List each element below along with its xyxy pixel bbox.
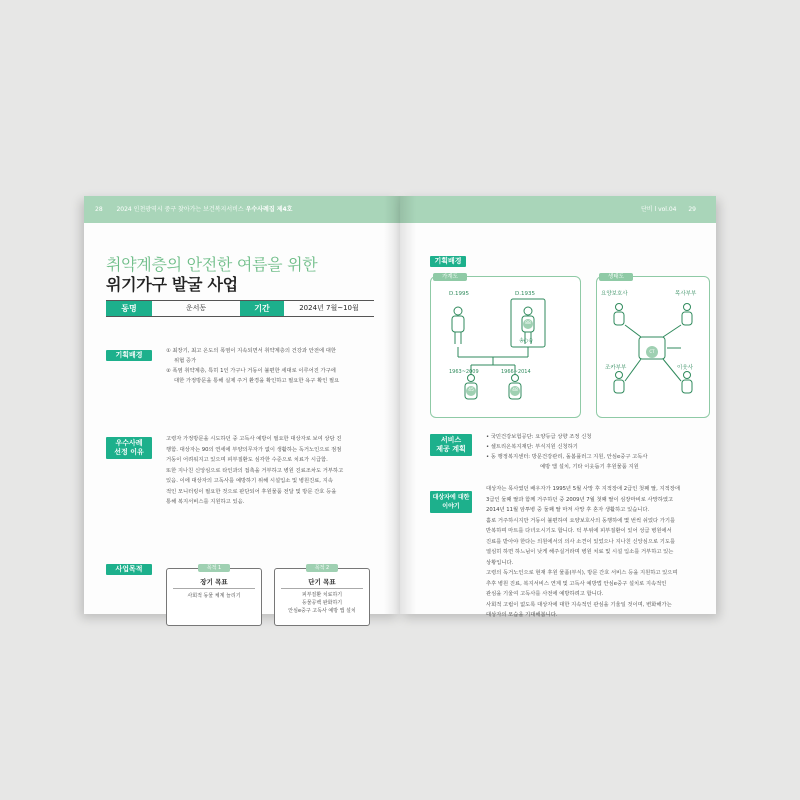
- family-tree-tab: 가계도: [433, 273, 467, 281]
- planning-background-list: [166, 346, 376, 386]
- planning-item-1-cont: 위협 증가: [174, 358, 197, 364]
- left-header-bar: [84, 196, 400, 223]
- ecomap-graphic: [597, 277, 709, 417]
- right-header-bar: [400, 196, 716, 223]
- story-line-3: 2014년 11월 암투병 중 둘째 딸 마저 사망 후 혼자 생활하고 있습니다.: [486, 507, 650, 513]
- ecomap-box: [596, 276, 710, 418]
- goal-1-line-1: 사회적 동물 체계 늘리기: [187, 593, 241, 599]
- selection-line-2: 행함. 대상자는 90의 연세에 부양의무자가 없이 생활하는 독거노인으로 점점: [166, 446, 342, 453]
- page-title-line2: 위기가구 발굴 사업: [106, 275, 238, 294]
- story-line-1: 대상자는 목사였던 배우자가 1995년 5월 사망 후 지적장애 2급인 첫째 딸, 지적장애: [486, 486, 680, 492]
- client-age: 88: [525, 321, 531, 326]
- service-item-1: • 국민건강보험공단: 요양등급 상향 조정 신청: [486, 434, 592, 440]
- selection-line-3: 거동이 어려워지고 있으며 피부질환도 심각한 수준으로 치료가 시급함.: [166, 457, 328, 463]
- page-title-line1: 취약계층의 안전한 여름을 위한: [106, 255, 318, 274]
- story-line-2: 3급인 둘째 딸과 함께 거주하던 중 2009년 7월 첫째 딸이 심장마비로 사망하였고: [486, 496, 674, 503]
- story-label: 대상자에 대한 이야기: [430, 491, 472, 513]
- left-page: [84, 196, 400, 614]
- selection-line-7: 통해 복지서비스를 지원하고 있음.: [166, 499, 245, 505]
- ecomap-top-left: 요양보호사: [601, 291, 628, 297]
- goal-2-line-1: 피부질환 치료하기: [301, 592, 343, 598]
- service-item-3: • 동 행정복지센터: 방문건강관리, 돌봄플러그 지원, 안심e중구 고독사: [486, 454, 648, 460]
- selection-reason-text: [166, 434, 376, 508]
- family-tree-box: [430, 276, 581, 418]
- selection-line-6: 적인 모니터링이 필요한 것으로 판단되어 후원물품 전달 및 방문 간호 등을: [166, 488, 337, 495]
- story-line-11: 관심을 기울여 고독사를 사전에 예방하려고 합니다.: [486, 591, 604, 597]
- right-page: [400, 196, 716, 618]
- service-item-2: • 셀트리온복지재단: 부식지원 신청하기: [486, 444, 578, 450]
- child2-age: 48: [512, 388, 518, 393]
- child1-years: 1963~2009: [449, 369, 479, 375]
- father-year: D.1995: [449, 291, 469, 297]
- child1-age: 45: [468, 388, 474, 393]
- left-page-number: 28: [95, 206, 103, 213]
- story-line-8: 상황입니다.: [486, 559, 514, 566]
- child2-years: 1966~2014: [501, 369, 531, 375]
- dong-value: 운서동: [185, 304, 207, 312]
- ecomap-bottom-left: 조카부부: [605, 365, 627, 371]
- service-plan-list: [486, 432, 706, 472]
- selection-line-5: 있음. 이에 대상자의 고독사를 예방하기 위해 시설입소 및 병원진료, 지속: [166, 478, 333, 484]
- ecomap-center: CT: [649, 349, 655, 354]
- story-line-9: 고령의 독거노인으로 현재 후원 물품(부식), 방문 간호 서비스 등을 지원하고 있으며: [486, 570, 678, 576]
- selection-reason-label: 우수사례 선정 이유: [106, 437, 152, 459]
- goal-1-tab: 목적 1: [198, 564, 230, 572]
- story-line-5: 반복하며 마트를 다녀오시기도 합니다. 턱 부위에 피부질환이 있어 성급 병원에서: [486, 528, 672, 534]
- story-line-10: 추후 병원 진료, 복지서비스 연계 및 고독사 예방법 안심e중구 설치로 지속적인: [486, 580, 667, 587]
- service-item-3-cont: 예방 앱 설치, 기타 이웃돕기 후원물품 지원: [540, 464, 639, 470]
- planning-item-2: ② 폭염 취약계층, 특히 1인 가구나 거동이 불편한 세대로 이루어진 가구에: [166, 368, 336, 374]
- ecomap-bottom-right: 이웃사: [677, 365, 693, 371]
- ecomap-top-right: 목사부부: [675, 291, 697, 297]
- story-line-13: 대상자의 모습을 기대해봅니다.: [486, 612, 558, 618]
- goal-2-tab: 목적 2: [306, 564, 338, 572]
- client-name: 송○숙: [519, 338, 534, 344]
- right-running-title: 단비 l vol.04: [641, 206, 677, 213]
- left-running-title: 2024 인천광역시 중구 찾아가는 보건복지서비스: [116, 206, 244, 213]
- selection-line-4: 또한 지나친 신앙심으로 타인과의 접촉을 거부하고 병원 진료조차도 거부하고: [166, 467, 344, 474]
- story-line-4: 홀로 거주하시지만 거동이 불편하여 요양보호사의 동행하에 몇 번씩 쉬었다 가기를: [486, 517, 676, 524]
- story-line-7: 열심히 하면 하느님이 낫게 해주실거라며 병원 치료 및 시설 입소를 거부하고 있는: [486, 549, 674, 555]
- story-line-12: 사회적 고립이 없도록 대상자에 대한 지속적인 관심을 기울일 것이며, 변화해가는: [486, 601, 672, 608]
- goal-1-divider: [173, 588, 255, 589]
- goal-2-box: [274, 565, 370, 626]
- goal-2-divider: [281, 588, 363, 589]
- period-label: 기간: [240, 301, 284, 316]
- left-running-title-bold: 우수사례집 제4호: [245, 206, 293, 213]
- story-text: [486, 484, 698, 621]
- service-plan-label: 서비스 제공 계획: [430, 434, 472, 456]
- planning-item-1: ① 최장기, 최고 온도의 폭염이 지속되면서 취약계층의 건강과 안전에 대한: [166, 348, 336, 354]
- planning-item-2-cont: 대한 가정방문을 통해 실제 주거 환경을 확인하고 필요한 욕구 확인 필요: [174, 378, 340, 384]
- goal-2-title: 단기 목표: [308, 578, 336, 586]
- period-value: 2024년 7월~10월: [299, 304, 359, 312]
- ecomap-tab: 생태도: [599, 273, 633, 281]
- selection-line-1: 고령자 가정방문을 시도하던 중 고독사 예방이 필요한 대상자로 보여 상담 진: [166, 436, 342, 442]
- planning-background-label: 기획배경: [106, 350, 152, 361]
- mother-year: D.1935: [515, 291, 535, 297]
- diagram-label: 기획배경: [430, 256, 466, 267]
- right-page-number: 29: [688, 206, 696, 213]
- goal-2-line-2: 등물공백 완화하기: [301, 600, 343, 606]
- business-goals-label: 사업목적: [106, 564, 152, 575]
- family-tree-graphic: [431, 277, 580, 417]
- goal-2-line-3: 안심e중구 고독사 예방 앱 설치: [288, 608, 356, 614]
- goal-1-title: 장기 목표: [200, 578, 228, 586]
- goal-1-box: [166, 565, 262, 626]
- info-table: [106, 300, 374, 317]
- story-line-6: 진료를 받아야 한다는 의원에서의 의사 소견이 있었으나 지나친 신앙심으로 기도를: [486, 538, 676, 545]
- dong-label: 동명: [106, 301, 152, 316]
